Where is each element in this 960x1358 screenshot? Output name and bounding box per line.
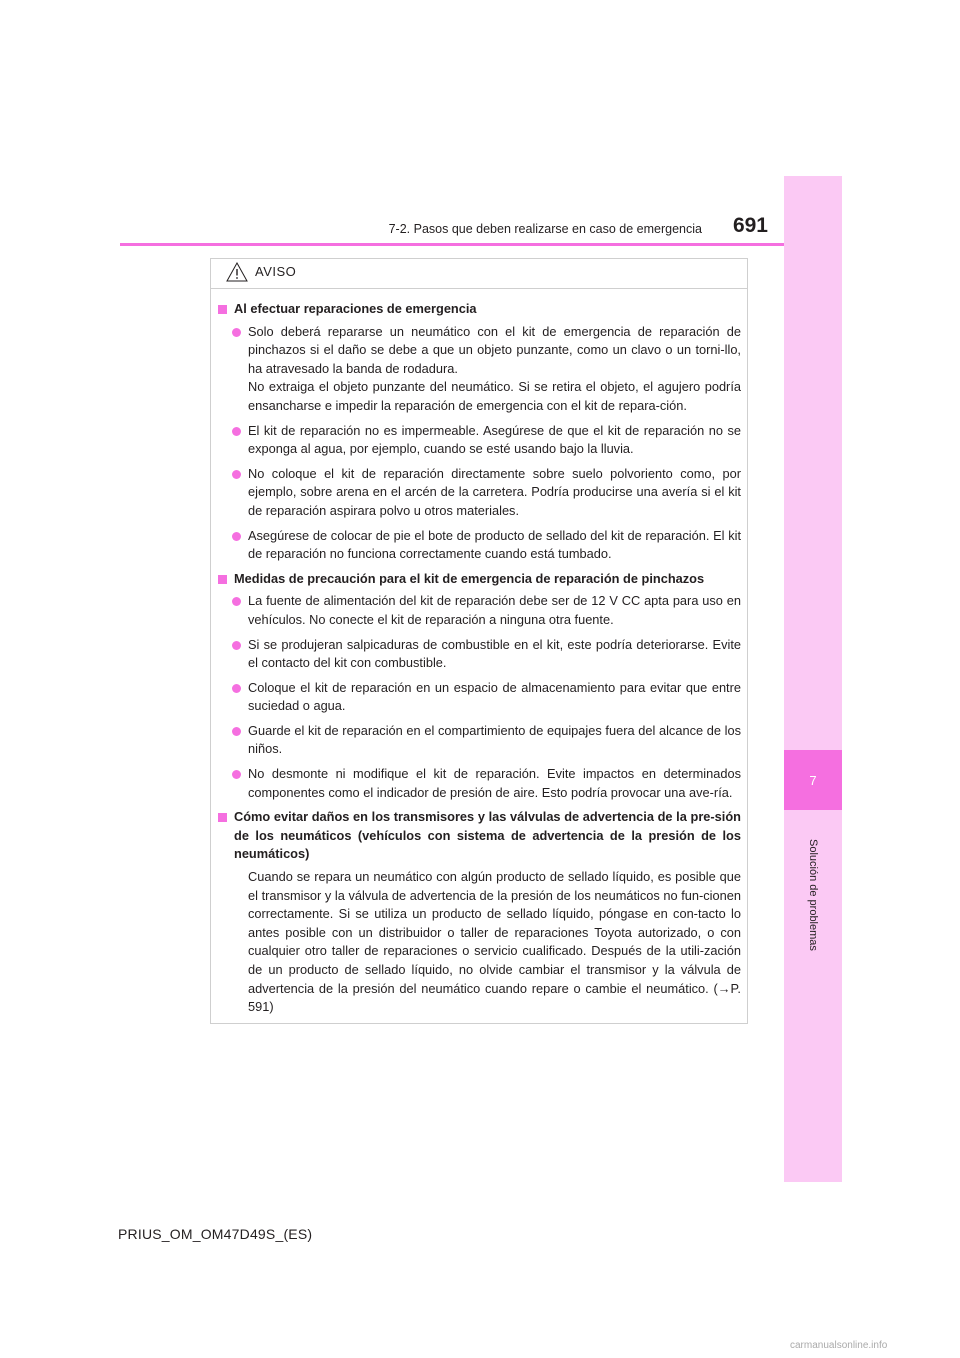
- section-heading: [217, 570, 741, 589]
- list-item-text: Coloque el kit de reparación en un espacio de almacenamiento para evitar que entre suciedad o agua.: [248, 679, 741, 714]
- list-item-text: Solo deberá repararse un neumático con el kit de emergencia de reparación de pinchazos si el daño se debe a que un objeto punzante, como un clavo o un torni-llo, ha atravesado la banda de rodadura.: [248, 323, 741, 376]
- circle-bullet-icon: [232, 427, 241, 436]
- list-item-text: Asegúrese de colocar de pie el bote de producto de sellado del kit de reparación. El kit de reparación no funciona correctamente cuando está tumbado.: [248, 527, 741, 562]
- list-item-text: Si se produjeran salpicaduras de combustible en el kit, este podría deteriorarse. Evite el contacto del kit con combustible.: [248, 636, 741, 671]
- chapter-title-text: Solución de problemas: [807, 839, 819, 951]
- document-code: PRIUS_OM_OM47D49S_(ES): [118, 1226, 313, 1242]
- list-item: [217, 722, 741, 759]
- section-heading-text: Cómo evitar daños en los transmisores y las válvulas de advertencia de la pre-sión de los neumáticos (vehículos con sistema de advertencia de la presión de los neumáticos): [234, 809, 741, 862]
- section-heading-text: Medidas de precaución para el kit de emergencia de reparación de pinchazos: [234, 570, 705, 586]
- list-item: [217, 323, 741, 416]
- section-heading: [217, 808, 741, 864]
- list-item-text: Guarde el kit de reparación en el compartimiento de equipajes fuera del alcance de los niños.: [248, 722, 741, 757]
- warning-body: [211, 289, 747, 1017]
- warning-header: [211, 259, 747, 289]
- paragraph: Cuando se repara un neumático con algún producto de sellado líquido, es posible que el transmisor y la válvula de advertencia de la presión de los neumáticos no fun-cionen correctamente. Si se utiliza un producto de sellado líquido, póngase en con-tacto lo antes posible con un distribuidor o taller de reparaciones Toyota autorizado, o con cualquier otro taller de reparaciones o servicio cualificado. Después de la utili-zación de un producto de sellado líquido, no olvide cambiar el transmisor y la válvula de advertencia de la presión del neumático cuando repare o cambie el neumático. (→P. 591): [248, 869, 741, 1015]
- list-item: [217, 765, 741, 802]
- section-title: 7-2. Pasos que deben realizarse en caso de emergencia: [388, 222, 702, 236]
- section-heading-text: Al efectuar reparaciones de emergencia: [234, 301, 477, 316]
- circle-bullet-icon: [232, 597, 241, 606]
- square-bullet-icon: [218, 575, 227, 584]
- header-rule: [120, 243, 784, 246]
- circle-bullet-icon: [232, 770, 241, 779]
- circle-bullet-icon: [232, 641, 241, 650]
- list-item-text: El kit de reparación no es impermeable. Asegúrese de que el kit de reparación no se exponga al agua, por ejemplo, cuando se esté usando bajo la lluvia.: [248, 422, 741, 457]
- list-item: [217, 636, 741, 673]
- circle-bullet-icon: [232, 684, 241, 693]
- section-heading: [217, 300, 741, 319]
- list-item: [217, 422, 741, 459]
- list-item-text: No desmonte ni modifique el kit de reparación. Evite impactos en determinados componentes como el indicador de presión de aire. Esto podría provocar una ave-ría.: [248, 766, 741, 800]
- square-bullet-icon: [218, 305, 227, 314]
- list-item: [217, 679, 741, 716]
- list-item: [217, 527, 741, 564]
- circle-bullet-icon: [232, 470, 241, 479]
- list-item-text: La fuente de alimentación del kit de reparación debe ser de 12 V CC apta para uso en vehículos. No conecte el kit de reparación a ninguna otra fuente.: [248, 593, 741, 627]
- list-item: [217, 465, 741, 521]
- watermark: carmanualsonline.info: [790, 1340, 888, 1351]
- warning-label: AVISO: [255, 264, 297, 279]
- square-bullet-icon: [218, 813, 227, 822]
- page-header: [120, 212, 772, 240]
- chapter-side-tab: [784, 176, 842, 1182]
- list-item-text: No extraiga el objeto punzante del neumático. Si se retira el objeto, el agujero podría ensancharse e impedir la reparación de emergencia con el kit de repara-ción.: [248, 379, 741, 413]
- circle-bullet-icon: [232, 328, 241, 337]
- circle-bullet-icon: [232, 727, 241, 736]
- warning-box: [210, 258, 748, 1024]
- circle-bullet-icon: [232, 532, 241, 541]
- page-number: 691: [732, 214, 768, 237]
- chapter-title: [786, 820, 840, 970]
- list-item: [217, 592, 741, 629]
- list-item-text: No coloque el kit de reparación directamente sobre suelo polvoriento como, por ejemplo, sobre arena en el arcén de la carretera. Podría producirse una avería si el kit de reparación aspirara polvo u otros materiales.: [248, 465, 741, 518]
- chapter-number: 7: [784, 750, 842, 810]
- warning-triangle-icon: [226, 262, 248, 282]
